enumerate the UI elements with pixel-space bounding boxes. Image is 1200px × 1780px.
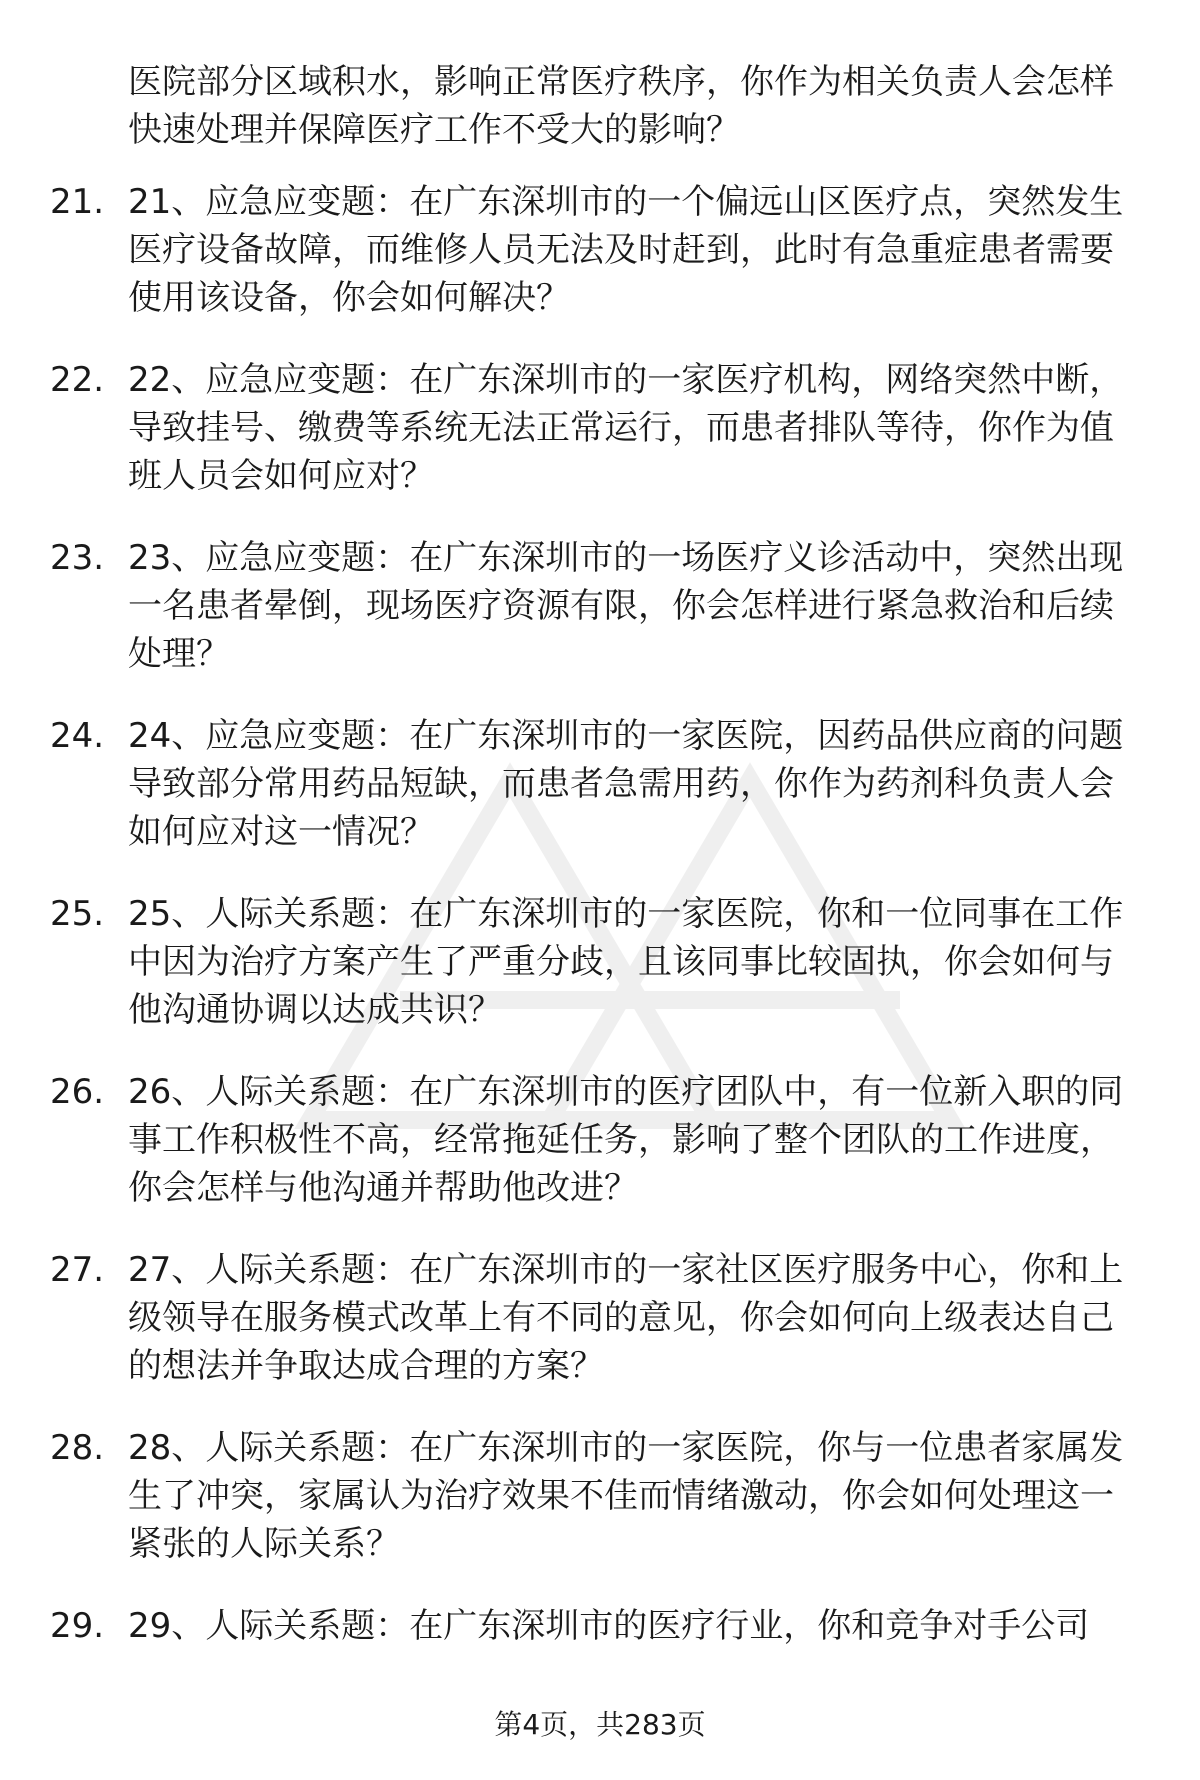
question-list	[0, 178, 1200, 1780]
list-item	[0, 534, 1200, 712]
item-number: 21.	[50, 182, 105, 222]
list-item	[0, 178, 1200, 356]
question-text: 27、人际关系题：在广东深圳市的一家社区医疗服务中心，你和上级领导在服务模式改革上有不同的意见，你会如何向上级表达自己的想法并争取达成合理的方案？	[128, 1250, 1124, 1386]
item-number: 29.	[50, 1606, 105, 1646]
list-item	[0, 890, 1200, 1068]
question-text: 22、应急应变题：在广东深圳市的一家医疗机构，网络突然中断，导致挂号、缴费等系统无法正常运行，而患者排队等待，你作为值班人员会如何应对？	[128, 360, 1124, 496]
list-item	[0, 1068, 1200, 1246]
list-item	[0, 1246, 1200, 1424]
item-number: 25.	[50, 894, 105, 934]
page-footer: 第4页，共283页	[494, 1708, 706, 1741]
intro-paragraph: 医院部分区域积水，影响正常医疗秩序，你作为相关负责人会怎样快速处理并保障医疗工作不受大的影响？	[128, 62, 1114, 150]
list-item	[0, 712, 1200, 890]
question-text: 21、应急应变题：在广东深圳市的一个偏远山区医疗点，突然发生医疗设备故障，而维修人员无法及时赶到，此时有急重症患者需要使用该设备，你会如何解决？	[128, 182, 1124, 318]
item-number: 22.	[50, 360, 105, 400]
item-number: 24.	[50, 716, 105, 756]
item-number: 27.	[50, 1250, 105, 1290]
question-text: 26、人际关系题：在广东深圳市的医疗团队中，有一位新入职的同事工作积极性不高，经常拖延任务，影响了整个团队的工作进度，你会怎样与他沟通并帮助他改进？	[128, 1072, 1124, 1208]
question-text: 28、人际关系题：在广东深圳市的一家医院，你与一位患者家属发生了冲突，家属认为治疗效果不佳而情绪激动，你会如何处理这一紧张的人际关系？	[128, 1428, 1124, 1564]
question-text: 29、人际关系题：在广东深圳市的医疗行业，你和竞争对手公司	[128, 1606, 1090, 1646]
list-item	[0, 1424, 1200, 1602]
question-text: 25、人际关系题：在广东深圳市的一家医院，你和一位同事在工作中因为治疗方案产生了严重分歧，且该同事比较固执，你会如何与他沟通协调以达成共识？	[128, 894, 1124, 1030]
item-number: 23.	[50, 538, 105, 578]
item-number: 26.	[50, 1072, 105, 1112]
question-text: 23、应急应变题：在广东深圳市的一场医疗义诊活动中，突然出现一名患者晕倒，现场医疗资源有限，你会怎样进行紧急救治和后续处理？	[128, 538, 1124, 674]
list-item	[0, 1602, 1200, 1780]
question-text: 24、应急应变题：在广东深圳市的一家医院，因药品供应商的问题导致部分常用药品短缺，而患者急需用药，你作为药剂科负责人会如何应对这一情况？	[128, 716, 1124, 852]
list-item	[0, 356, 1200, 534]
item-number: 28.	[50, 1428, 105, 1468]
